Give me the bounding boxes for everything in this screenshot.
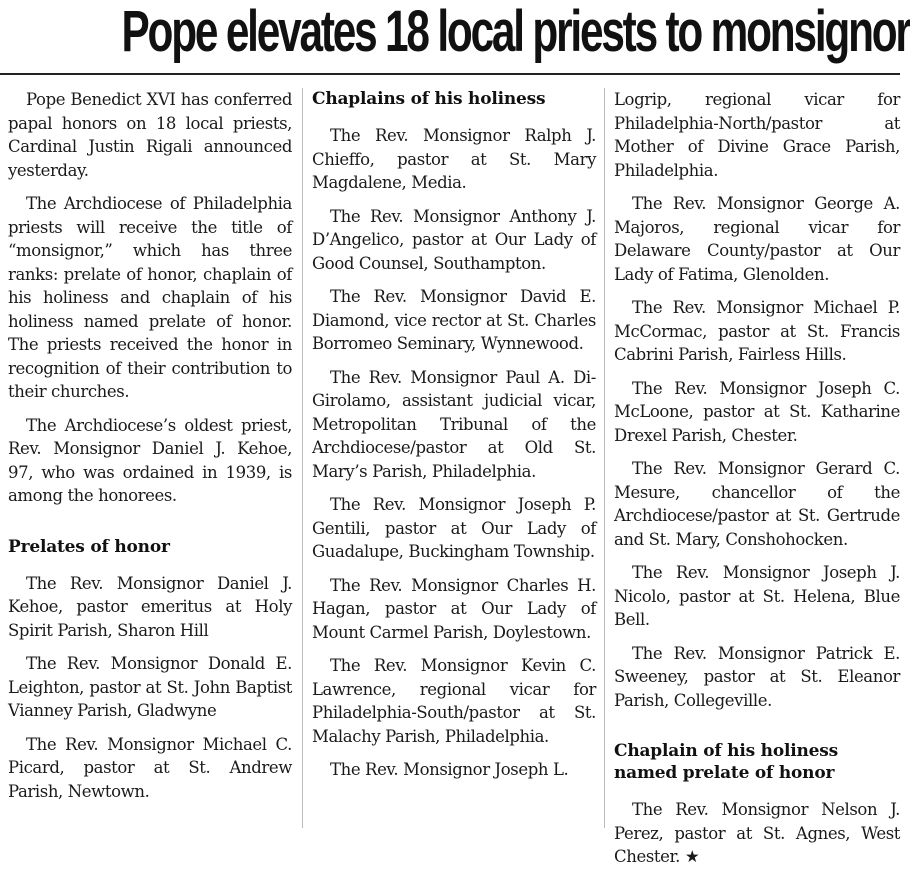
honoree-entry: The Rev. Monsignor Kevin C. Lawrence, regional vicar for Philadelphia-South/pastor at St. Malachy Parish, Philadelphia. xyxy=(312,656,596,746)
headline-rule xyxy=(0,73,900,75)
honoree-entry xyxy=(614,798,900,869)
section-heading-prelates: Prelates of honor xyxy=(8,536,170,557)
honoree-entry: The Rev. Monsignor Donald E. Leighton, pastor at St. John Baptist Vianney Parish, Gladwyne xyxy=(8,654,292,720)
honoree-entry: The Rev. Monsignor Charles H. Hagan, pastor at Our Lady of Mount Carmel Parish, Doylestown. xyxy=(312,575,596,642)
article-column-2 xyxy=(312,88,596,833)
honoree-entry: The Rev. Monsignor Daniel J. Kehoe, pastor emeritus at Holy Spirit Parish, Sharon Hill xyxy=(8,573,292,640)
honoree-entry: The Rev. Monsignor Ralph J. Chieffo, pastor at St. Mary Magdalene, Media. xyxy=(312,126,596,192)
intro-paragraph: The Archdiocese’s oldest priest, Rev. Monsignor Daniel J. Kehoe, 97, who was ordained in 1939, is among the honorees. xyxy=(8,415,292,505)
honoree-entry: The Rev. Monsignor Joseph P. Gentili, pastor at Our Lady of Guadalupe, Buckingham Township. xyxy=(312,495,596,561)
honoree-entry: The Rev. Monsignor Anthony J. D’Angelico, pastor at Our Lady of Good Counsel, Southampton. xyxy=(312,206,596,273)
heading-line: Chaplain of his holiness xyxy=(614,741,839,761)
section-heading-chaplains: Chaplains of his holiness xyxy=(312,89,546,109)
column-divider xyxy=(604,88,605,828)
honoree-entry: The Rev. Monsignor Patrick E. Sweeney, pastor at St. Eleanor Parish, Collegeville. xyxy=(614,643,900,710)
honoree-entry: The Rev. Monsignor Joseph L. xyxy=(330,760,569,779)
column-divider xyxy=(302,88,303,828)
section-heading-named-prelate xyxy=(614,740,900,784)
intro-paragraph: The Archdiocese of Philadelphia priests will receive the title of “monsignor,” which has three ranks: prelate of honor, chaplain of his holiness and chaplain of his holiness named prelate of honor. The priests received the honor in recognition of their contribution to their churches. xyxy=(8,194,292,401)
heading-line: named prelate of honor xyxy=(614,763,835,783)
honoree-entry: The Rev. Monsignor Gerard C. Mesure, chancellor of the Archdiocese/pastor at St. Gertrude and St. Mary, Conshohocken. xyxy=(614,459,900,549)
honoree-entry: The Rev. Monsignor George A. Majoros, regional vicar for Delaware County/pastor at Our Lady of Fatima, Glenolden. xyxy=(614,194,900,284)
honoree-entry: The Rev. Monsignor Michael C. Picard, pastor at St. Andrew Parish, Newtown. xyxy=(8,734,292,801)
honoree-entry: The Rev. Monsignor Joseph J. Nicolo, pastor at St. Helena, Blue Bell. xyxy=(614,563,900,629)
honoree-entry: The Rev. Monsignor Paul A. Di-Girolamo, assistant judicial vicar, Metropolitan Tribunal of the Archdiocese/pastor at Old St. Mary’s Parish, Philadelphia. xyxy=(312,367,596,481)
end-mark-star-icon: ★ xyxy=(684,847,700,866)
honoree-entry-text: The Rev. Monsignor Nelson J. Perez, pastor at St. Agnes, West Chester. xyxy=(614,800,900,866)
honoree-entry: The Rev. Monsignor Michael P. McCormac, pastor at St. Francis Cabrini Parish, Fairless Hills. xyxy=(614,298,900,364)
article-column-1 xyxy=(8,88,292,833)
article-column-3 xyxy=(614,88,900,866)
intro-paragraph: Pope Benedict XVI has conferred papal honors on 18 local priests, Cardinal Justin Rigali announced yesterday. xyxy=(8,90,292,180)
honoree-entry: The Rev. Monsignor David E. Diamond, vice rector at St. Charles Borromeo Seminary, Wynnewood. xyxy=(312,287,596,353)
honoree-entry: The Rev. Monsignor Joseph C. McLoone, pastor at St. Katharine Drexel Parish, Chester. xyxy=(614,378,900,445)
article-headline: Pope elevates 18 local priests to monsignor xyxy=(121,0,910,64)
honoree-entry-continued: Logrip, regional vicar for Philadelphia-North/pastor at Mother of Divine Grace Parish, Philadelphia. xyxy=(614,90,900,180)
